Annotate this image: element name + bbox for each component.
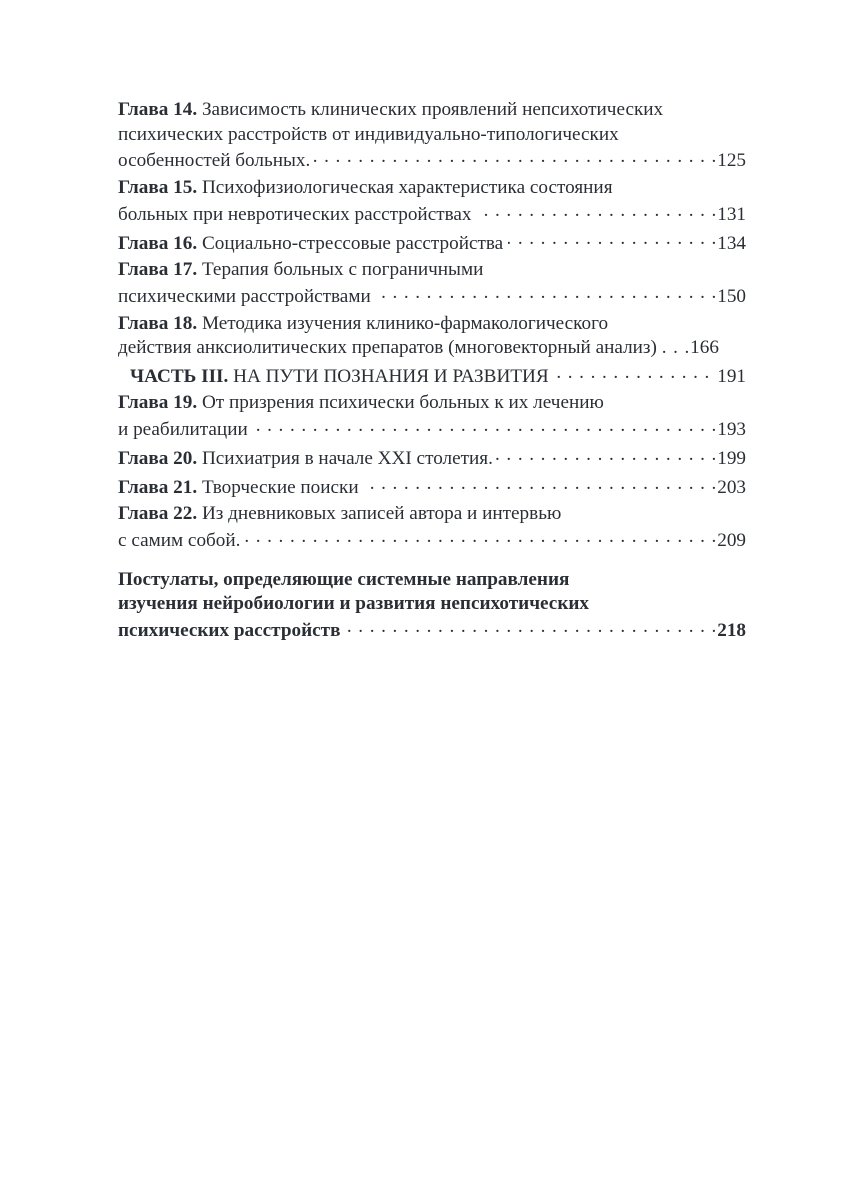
toc-entry-line — [118, 416, 746, 443]
toc-entry-label: Глава 15. — [118, 176, 198, 198]
toc-page-number[interactable]: 199 — [717, 448, 746, 470]
toc-entry-title: От призрения психически больных к их лечению — [201, 392, 604, 414]
toc-entry-title: психическими расстройствами — [118, 285, 376, 307]
dot-leader — [553, 363, 717, 382]
dot-leader — [662, 336, 690, 355]
toc-entry-title: с самим собой. — [118, 530, 241, 552]
toc-entry-title: психических расстройств от индивидуально-типологических — [118, 123, 619, 145]
dot-leader — [476, 201, 717, 220]
toc-entry-title: Творческие поиски — [201, 476, 364, 498]
toc-entry-line — [118, 391, 746, 416]
toc-entry-line — [118, 229, 746, 256]
toc-entry-line — [118, 283, 746, 310]
toc-page-number[interactable]: 191 — [717, 365, 746, 387]
toc-entry-line — [118, 592, 746, 617]
toc-entry-title: изучения нейробиологии и развития непсихотических — [118, 593, 590, 615]
toc-page-number[interactable]: 218 — [717, 620, 746, 642]
toc-entry-title: Терапия больных с пограничными — [201, 259, 484, 281]
toc-entry-line — [118, 502, 746, 527]
toc-entry-line — [118, 617, 746, 644]
toc-entry-line — [118, 176, 746, 201]
toc-entry-line — [118, 527, 746, 554]
toc-entry-title: особенностей больных. — [118, 150, 311, 172]
toc-page-number[interactable]: 209 — [717, 530, 746, 552]
toc-entry-line — [118, 312, 746, 337]
toc-entry-line — [118, 258, 746, 283]
toc-entry-line — [118, 201, 746, 228]
toc-entry-title: Из дневниковых записей автора и интервью — [201, 503, 562, 525]
toc-entry-line — [118, 98, 746, 123]
dot-leader — [493, 445, 717, 464]
toc-entry-title: и реабилитации — [118, 419, 248, 441]
toc-page-number[interactable]: 203 — [717, 476, 746, 498]
toc-entry-part-3[interactable] — [118, 363, 746, 390]
dot-leader — [363, 474, 717, 493]
toc-page-number[interactable]: 125 — [717, 150, 746, 172]
toc-entry-chapter-16[interactable] — [118, 229, 746, 256]
toc-page-number[interactable]: 166 — [690, 337, 719, 359]
toc-entry-chapter-14[interactable] — [118, 98, 746, 174]
dot-leader — [240, 527, 717, 546]
table-of-contents — [118, 98, 746, 646]
dot-leader — [248, 416, 717, 435]
toc-entry-title: Постулаты, определяющие системные направления — [118, 568, 570, 590]
toc-entry-title: Методика изучения клинико-фармакологического — [201, 312, 609, 334]
toc-entry-label: Глава 18. — [118, 312, 198, 334]
toc-page-number[interactable]: 150 — [717, 285, 746, 307]
toc-entry-title: Психофизиологическая характеристика состояния — [201, 176, 613, 198]
dot-leader — [376, 283, 718, 302]
toc-entry-label: Глава 19. — [118, 392, 198, 414]
toc-page-number[interactable]: 193 — [717, 419, 746, 441]
toc-entry-title: больных при невротических расстройствах — [118, 203, 477, 225]
toc-entry-label: Глава 14. — [118, 99, 198, 120]
toc-entry-label: Глава 21. — [118, 476, 198, 498]
toc-entry-label: Глава 16. — [118, 232, 198, 254]
toc-entry-chapter-22[interactable] — [118, 502, 746, 553]
toc-entry-title: Зависимость клинических проявлений непсихотических — [201, 99, 664, 120]
toc-entry-title: психических расстройств — [118, 620, 341, 642]
toc-entry-chapter-17[interactable] — [118, 258, 746, 309]
toc-entry-title: Психиатрия в начале XXI столетия. — [201, 448, 493, 470]
toc-entry-postulates[interactable] — [118, 568, 746, 644]
toc-entry-label: Глава 22. — [118, 503, 198, 525]
dot-leader — [340, 617, 717, 636]
toc-entry-label: Глава 17. — [118, 259, 198, 281]
toc-entry-chapter-18[interactable] — [118, 312, 746, 361]
toc-entry-chapter-19[interactable] — [118, 391, 746, 442]
dot-leader — [310, 147, 717, 166]
toc-entry-line — [118, 445, 746, 472]
toc-entry-line — [118, 568, 746, 593]
toc-entry-title: действия анксиолитических препаратов (многовекторный анализ) — [118, 337, 662, 359]
dot-leader — [508, 229, 717, 248]
toc-entry-label: ЧАСТЬ III. — [130, 365, 229, 387]
toc-entry-line — [118, 147, 746, 174]
toc-entry-line — [118, 123, 746, 148]
toc-page-number[interactable]: 134 — [717, 232, 746, 254]
toc-entry-chapter-21[interactable] — [118, 474, 746, 501]
toc-entry-line — [118, 474, 746, 501]
toc-entry-title: Социально-стрессовые расстройства — [201, 232, 508, 254]
toc-entry-title: НА ПУТИ ПОЗНАНИЯ И РАЗВИТИЯ — [233, 365, 554, 387]
toc-entry-chapter-15[interactable] — [118, 176, 746, 227]
toc-entry-line — [118, 336, 746, 361]
toc-entry-chapter-20[interactable] — [118, 445, 746, 472]
toc-entry-label: Глава 20. — [118, 448, 198, 470]
toc-entry-line — [118, 363, 746, 390]
toc-page-number[interactable]: 131 — [717, 203, 746, 225]
